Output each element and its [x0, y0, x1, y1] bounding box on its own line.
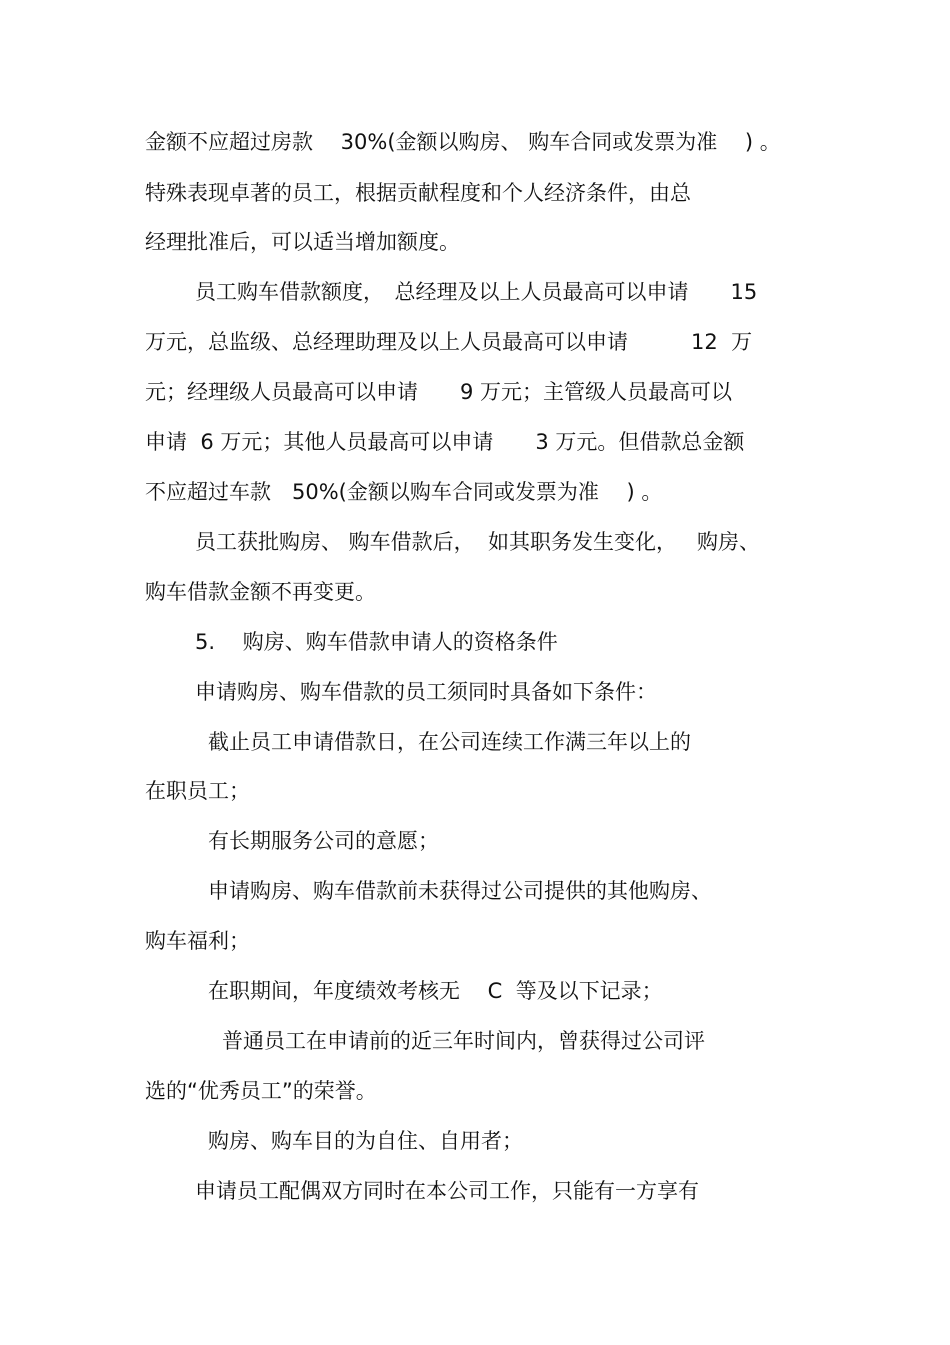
text-line: 购房、购车目的为自住、自用者； [208, 1129, 523, 1153]
text-line: 购车福利； [145, 929, 250, 953]
text-line: 普通员工在申请前的近三年时间内，曾获得过公司评 [222, 1029, 705, 1053]
text-line: 在职期间，年度绩效考核无 C 等及以下记录； [208, 979, 663, 1003]
text-line: 员工获批购房、 购车借款后， 如其职务发生变化， 购房、 [195, 530, 761, 554]
text-line: 不应超过车款 50%(金额以购车合同或发票为准 ) 。 [145, 480, 663, 504]
text-line: 万元，总监级、总经理助理及以上人员最高可以申请 12 万 [145, 330, 753, 354]
text-line: 截止员工申请借款日，在公司连续工作满三年以上的 [208, 730, 691, 754]
text-line: 申请员工配偶双方同时在本公司工作，只能有一方享有 [195, 1179, 699, 1203]
text-line: 有长期服务公司的意愿； [208, 829, 439, 853]
text-line: 金额不应超过房款 30%(金额以购房、 购车合同或发票为准 ) 。 [145, 130, 781, 154]
text-line: 元；经理级人员最高可以申请 9 万元；主管级人员最高可以 [145, 380, 733, 404]
text-line: 选的“优秀员工”的荣誉。 [145, 1079, 377, 1103]
text-line: 申请购房、购车借款的员工须同时具备如下条件： [195, 680, 657, 704]
text-line: 在职员工； [145, 779, 250, 803]
text-line: 经理批准后，可以适当增加额度。 [145, 230, 460, 254]
section-heading: 5. 购房、购车借款申请人的资格条件 [195, 630, 558, 654]
text-line: 购车借款金额不再变更。 [145, 580, 376, 604]
text-line: 员工购车借款额度， 总经理及以上人员最高可以申请 15 [195, 280, 758, 304]
text-line: 特殊表现卓著的员工，根据贡献程度和个人经济条件，由总 [145, 181, 691, 205]
text-line: 申请购房、购车借款前未获得过公司提供的其他购房、 [208, 879, 712, 903]
text-line: 申请 6 万元；其他人员最高可以申请 3 万元。但借款总金额 [145, 430, 745, 454]
